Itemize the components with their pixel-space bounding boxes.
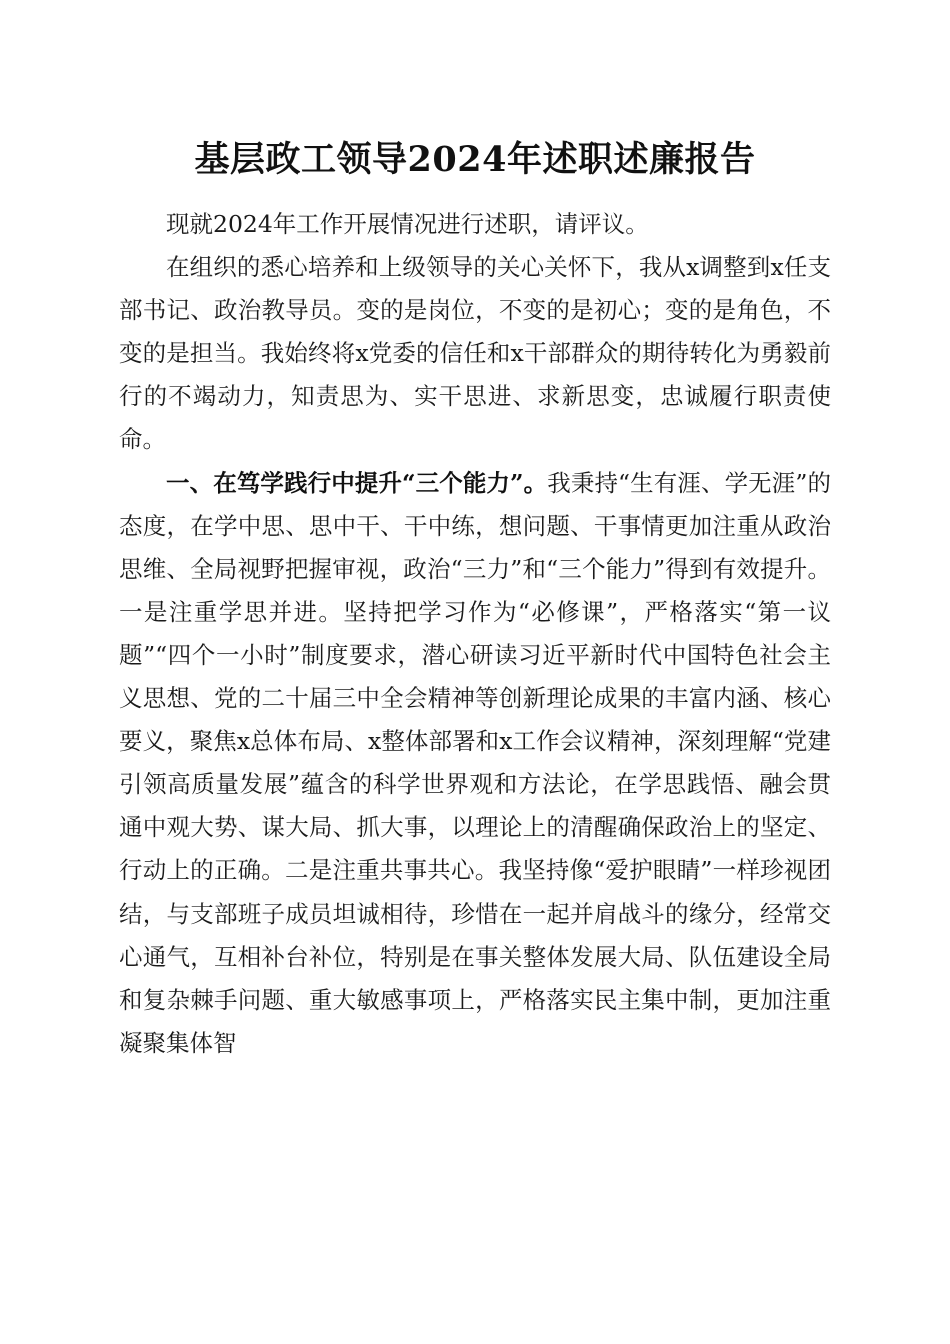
section-1-paragraph (119, 462, 831, 1065)
document-body (119, 203, 831, 1065)
section-1-heading: 一、在笃学践行中提升“三个能力”。 (166, 468, 548, 497)
document-title: 基层政工领导2024年述职述廉报告 (194, 139, 756, 180)
intro-paragraph: 现就2024年工作开展情况进行述职，请评议。 (166, 210, 649, 238)
section-1-body: 我秉持“生有涯、学无涯”的态度，在学中思、思中干、干中练，想问题、干事情更加注重从政治思维、全局视野把握审视，政治“三力”和“三个能力”得到有效提升。一是注重学思并进。坚持把学习作为“必修课”，严格落实“第一议题”“四个一小时”制度要求，潜心研读习近平新时代中国特色社会主义思想、党的二十届三中全会精神等创新理论成果的丰富内涵、核心要义，聚焦x总体布局、x整体部署和x工作会议精神，深刻理解“党建引领高质量发展”蕴含的科学世界观和方法论，在学思践悟、融会贯通中观大势、谋大局、抓大事，以理论上的清醒确保政治上的坚定、行动上的正确。二是注重共事共心。我坚持像“爱护眼睛”一样珍视团结，与支部班子成员坦诚相待，珍惜在一起并肩战斗的缘分，经常交心通气，互相补台补位，特别是在事关整体发展大局、队伍建设全局和复杂棘手问题、重大敏感事项上，严格落实民主集中制，更加注重凝聚集体智 (119, 468, 831, 1057)
paragraph-appointment: 在组织的悉心培养和上级领导的关心关怀下，我从x调整到x任支部书记、政治教导员。变的是岗位，不变的是初心；变的是角色，不变的是担当。我始终将x党委的信任和x干部群众的期待转化为勇毅前行的不竭动力，知责思为、实干思进、求新思变，忠诚履行职责使命。 (119, 253, 831, 454)
